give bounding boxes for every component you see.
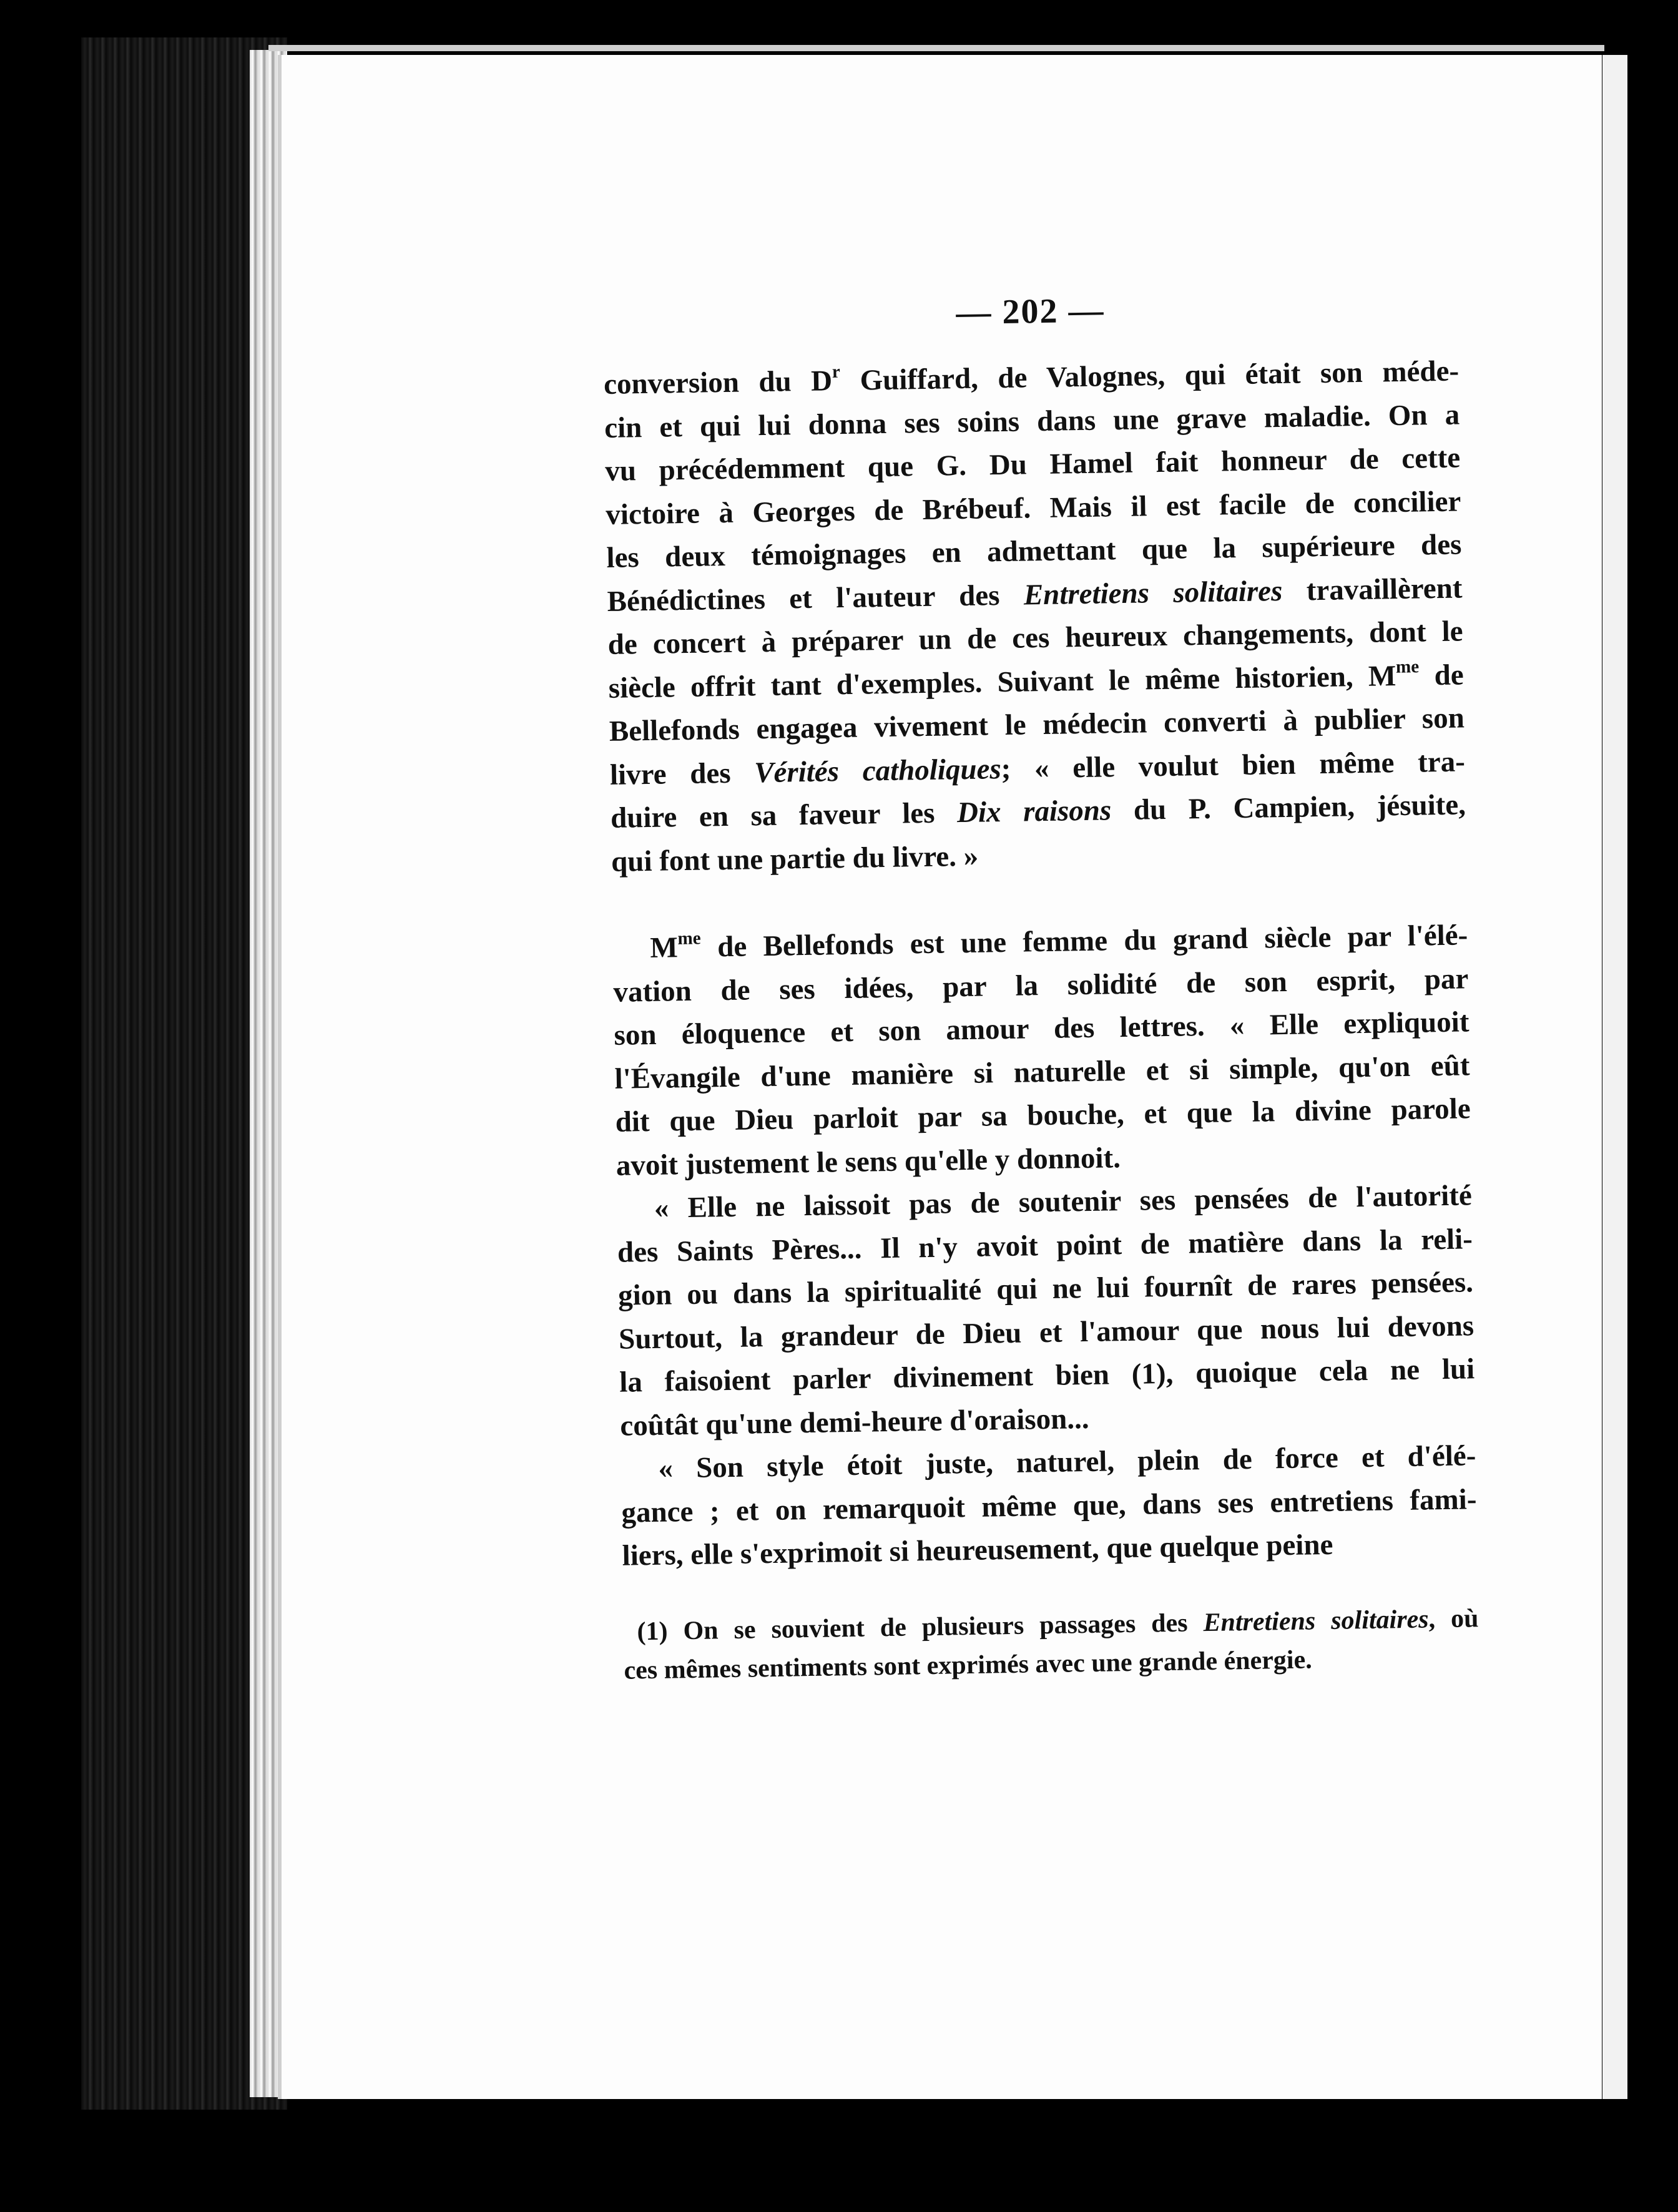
paragraph <box>612 914 1471 1187</box>
text-line: gance ; et on remarquoit même que, dans ses entretiens fami- <box>621 1482 1477 1529</box>
text-line: avoit justement le sens qu'elle y donnoit. <box>616 1141 1121 1182</box>
text-line: l'Évangile d'une manière si naturelle et si simple, qu'on eût <box>614 1049 1470 1095</box>
text-line: liers, elle s'exprimoit si heureusement, que quelque peine <box>622 1528 1333 1572</box>
text-line: $M^{me}$ de Bellefonds est une femme du grand siècle par l'élé- <box>649 919 1468 964</box>
paragraph <box>616 1174 1475 1447</box>
text-line: siècle offrit tant d'exemples. Suivant le même historien, $M^{me}$ de <box>608 656 1465 705</box>
footnote <box>623 1599 1479 1690</box>
text-line: « Elle ne laissoit pas de soutenir ses pensées de l'autorité <box>654 1179 1473 1225</box>
text-line: victoire à Georges de Brébeuf. Mais il est facile de concilier <box>606 484 1461 531</box>
text-line: duire en sa faveur les Dix raisons du P. Campien, jésuite, <box>610 788 1466 834</box>
text-line: vation de ses idées, par la solidité de son esprit, par <box>613 962 1469 1009</box>
text-line: la faisoient parler divinement bien (1), quoique cela ne lui <box>619 1353 1475 1399</box>
text-line: conversion du $D^r$ Guiffard, de Valognes, qui était son méde- <box>603 355 1460 401</box>
text-line: « Son style étoit juste, naturel, plein de force et d'élé- <box>658 1439 1476 1485</box>
facing-page-edge <box>1602 55 1627 2099</box>
text-line: qui font une partie du livre. » <box>611 839 979 878</box>
footnote-line: (1) On se souvient de plusieurs passages des Entretiens solitaires, où <box>637 1603 1479 1646</box>
text-line: livre des Vérités catholiques; « elle voulut bien même tra- <box>609 745 1466 791</box>
text-line: de concert à préparer un de ces heureux changements, dont le <box>607 615 1463 661</box>
text-line: vu précédemment que G. Du Hamel fait honneur de cette <box>604 441 1461 487</box>
text-line: des Saints Pères... Il n'y avoit point de matière dans la reli- <box>617 1222 1473 1269</box>
text-line: coûtât qu'une demi-heure d'oraison... <box>619 1402 1089 1442</box>
page-text <box>602 285 1479 1690</box>
text-line: son éloquence et son amour des lettres. « Elle expliquoit <box>614 1006 1469 1052</box>
body-text <box>604 350 1478 1578</box>
paragraph <box>621 1434 1478 1578</box>
text-line: Bénédictines et l'auteur des Entretiens solitaires travaillèrent <box>607 571 1463 618</box>
text-line: cin et qui lui donna ses soins dans une grave maladie. On a <box>604 398 1460 444</box>
text-line: Bellefonds engagea vivement le médecin converti à publier son <box>609 702 1465 748</box>
paragraph <box>604 350 1467 883</box>
page-top-edge <box>268 45 1604 51</box>
text-line: dit que Dieu parloit par sa bouche, et que la divine parole <box>615 1092 1471 1138</box>
footnote-line: ces mêmes sentiments sont exprimés avec une grande énergie. <box>624 1645 1313 1685</box>
text-line: gion ou dans la spiritualité qui ne lui fournît de rares pensées. <box>617 1266 1474 1312</box>
text-line: Surtout, la grandeur de Dieu et l'amour que nous lui devons <box>618 1309 1474 1356</box>
text-line: les deux témoignages en admettant que la supérieure des <box>606 528 1462 574</box>
page-number: — 202 — <box>955 291 1105 333</box>
